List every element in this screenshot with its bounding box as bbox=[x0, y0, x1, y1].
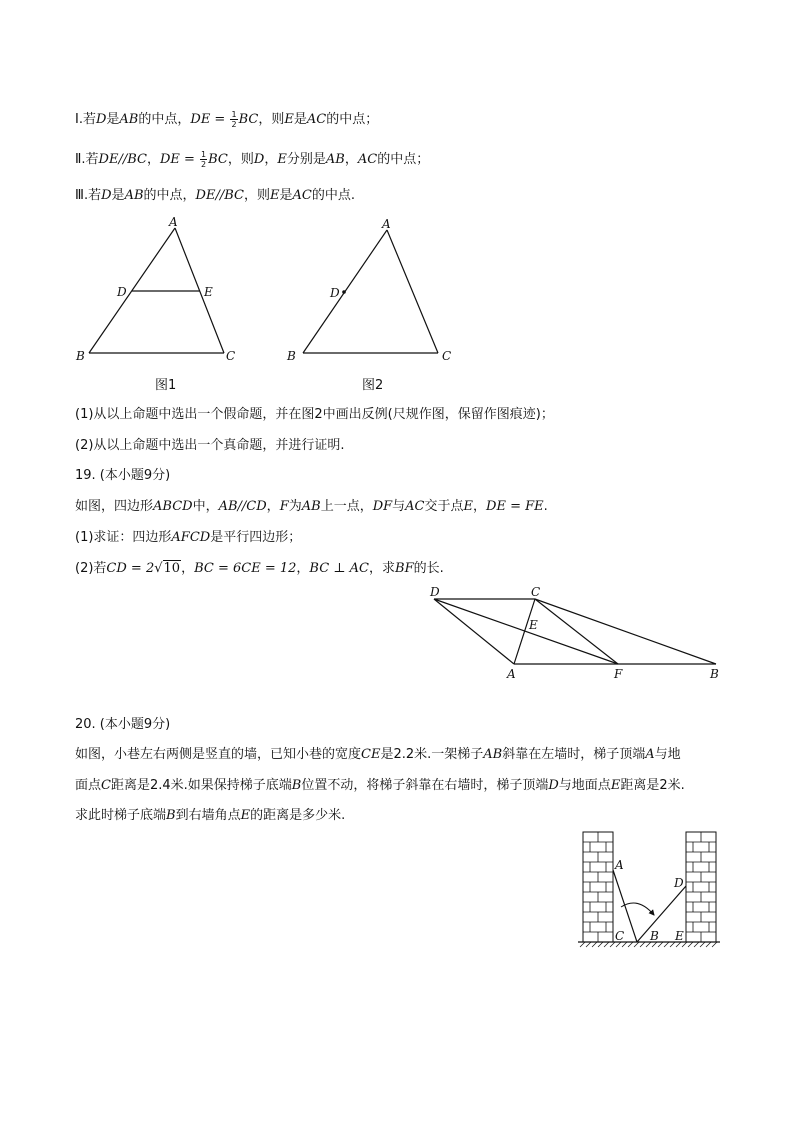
text: 是 bbox=[293, 112, 307, 127]
label-d: D bbox=[117, 285, 127, 299]
label-f: F bbox=[614, 667, 623, 681]
label-b: B bbox=[650, 929, 659, 943]
q20-header: 20. (本小题9分) bbox=[75, 717, 171, 732]
text: 是 bbox=[111, 188, 125, 203]
text: 是 bbox=[279, 188, 293, 203]
math-d: D bbox=[253, 152, 265, 167]
math-ab: AB bbox=[124, 188, 144, 203]
math-afcd: AFCD bbox=[171, 530, 211, 545]
math-d: D bbox=[548, 778, 559, 793]
text: 是 bbox=[106, 112, 120, 127]
text: ，则 bbox=[243, 188, 270, 203]
fraction-numerator: 1 bbox=[201, 150, 207, 159]
text: 到右墙角点 bbox=[175, 808, 241, 823]
text: ， bbox=[181, 561, 195, 576]
radicand: 10 bbox=[163, 561, 181, 576]
math-b: B bbox=[166, 808, 176, 823]
text: ， bbox=[473, 499, 487, 514]
math-e: E bbox=[463, 499, 474, 514]
text: . bbox=[543, 499, 548, 514]
text: 分别是 bbox=[286, 152, 326, 167]
label-a: A bbox=[615, 858, 624, 872]
math-e: E bbox=[240, 808, 251, 823]
fraction-numerator: 1 bbox=[231, 110, 237, 119]
math-e: E bbox=[610, 778, 621, 793]
math-de-eq-fe: DE = FE bbox=[486, 499, 544, 514]
math-ab: AB bbox=[119, 112, 139, 127]
math-ac: AC bbox=[292, 188, 312, 203]
math-ab-parallel-cd: AB//CD bbox=[218, 499, 267, 514]
text: 面点 bbox=[75, 778, 102, 793]
label-e: E bbox=[529, 618, 538, 632]
left-brick-wall bbox=[583, 832, 613, 942]
text: ，求 bbox=[369, 561, 396, 576]
math-ac: AC bbox=[405, 499, 425, 514]
label-a: A bbox=[507, 667, 516, 681]
text: 的长. bbox=[413, 561, 444, 576]
math-ce: CE bbox=[361, 747, 381, 762]
math-cd-eq: CD = 2 bbox=[106, 561, 155, 576]
math-bc: BC bbox=[238, 112, 259, 127]
math-e: E bbox=[277, 152, 287, 167]
math-de-parallel-bc: DE//BC bbox=[195, 188, 244, 203]
fraction-denominator: 2 bbox=[201, 160, 207, 169]
label-c: C bbox=[226, 349, 236, 363]
label-d: D bbox=[330, 286, 340, 300]
text: (1)求证：四边形 bbox=[75, 530, 172, 545]
label-e: E bbox=[204, 285, 213, 299]
label-a: A bbox=[169, 215, 178, 229]
math-f: F bbox=[279, 499, 289, 514]
math-bf: BF bbox=[395, 561, 414, 576]
math-ac: AC bbox=[357, 152, 378, 167]
text: 的距离是多少米. bbox=[250, 808, 346, 823]
text: 如图，四边形 bbox=[75, 499, 154, 514]
text: ，则 bbox=[227, 152, 254, 167]
text: 为 bbox=[288, 499, 302, 514]
math-e: E bbox=[269, 188, 280, 203]
label-b: B bbox=[76, 349, 85, 363]
text: 中， bbox=[192, 499, 219, 514]
text: 距离是2米. bbox=[620, 778, 685, 793]
math-ac: AC bbox=[306, 112, 327, 127]
q19-header: 19. (本小题9分) bbox=[75, 468, 171, 483]
math-ab: AB bbox=[301, 499, 321, 514]
label-c: C bbox=[531, 585, 541, 599]
text: ， bbox=[296, 561, 310, 576]
text: 的中点； bbox=[326, 112, 379, 127]
text: 求此时梯子底端 bbox=[75, 808, 167, 823]
math-bc-perp-ac: BC ⊥ AC bbox=[309, 561, 369, 576]
label-b: B bbox=[287, 349, 296, 363]
text: 的中点. bbox=[311, 188, 355, 203]
math-abcd: ABCD bbox=[153, 499, 193, 514]
math-d: D bbox=[101, 188, 112, 203]
text: ， bbox=[344, 152, 358, 167]
figure-1-caption: 图1 bbox=[155, 378, 177, 393]
sqrt-10: √10 bbox=[154, 561, 181, 576]
math-ab: AB bbox=[325, 152, 345, 167]
math-bc: BC bbox=[208, 152, 228, 167]
label-c: C bbox=[615, 929, 625, 943]
label-a: A bbox=[382, 217, 391, 231]
text: 是2.2米.一架梯子 bbox=[380, 747, 484, 762]
text: 如图，小巷左右两侧是竖直的墙，已知小巷的宽度 bbox=[75, 747, 362, 762]
text: 与地 bbox=[654, 747, 681, 762]
label-b: B bbox=[710, 667, 719, 681]
label-e: E bbox=[675, 929, 684, 943]
text: 的中点； bbox=[377, 152, 430, 167]
math-de-parallel-bc: DE//BC bbox=[98, 152, 147, 167]
text: 上一点， bbox=[320, 499, 373, 514]
statement-3-prefix: Ⅲ.若 bbox=[75, 188, 102, 203]
text: 距离是2.4米.如果保持梯子底端 bbox=[110, 778, 292, 793]
math-bc-eq: BC = 6CE = 12 bbox=[194, 561, 297, 576]
text: 与地面点 bbox=[558, 778, 611, 793]
text: ， bbox=[146, 152, 160, 167]
math-c: C bbox=[101, 778, 111, 793]
math-de-eq: DE = bbox=[190, 112, 230, 127]
q18-part-1: (1)从以上命题中选出一个假命题，并在图2中画出反例(尺规作图，保留作图痕迹)； bbox=[75, 407, 554, 422]
text: 的中点， bbox=[138, 112, 191, 127]
text: ， bbox=[264, 152, 278, 167]
text: 的中点， bbox=[143, 188, 196, 203]
text: ， bbox=[266, 499, 280, 514]
math-a: A bbox=[645, 747, 655, 762]
statement-2-prefix: Ⅱ.若 bbox=[75, 152, 99, 167]
text: 斜靠在左墙时，梯子顶端 bbox=[502, 747, 646, 762]
text: 位置不动，将梯子斜靠在右墙时，梯子顶端 bbox=[301, 778, 549, 793]
text: 交于点 bbox=[424, 499, 464, 514]
label-c: C bbox=[442, 349, 452, 363]
right-brick-wall bbox=[686, 832, 716, 942]
math-e: E bbox=[284, 112, 294, 127]
text: (2)若 bbox=[75, 561, 107, 576]
label-d: D bbox=[430, 585, 440, 599]
math-df: DF bbox=[372, 499, 393, 514]
ground bbox=[578, 942, 720, 947]
q18-part-2: (2)从以上命题中选出一个真命题，并进行证明. bbox=[75, 438, 345, 453]
figure-2-caption: 图2 bbox=[362, 378, 384, 393]
statement-1-prefix: Ⅰ.若 bbox=[75, 112, 96, 127]
text: 与 bbox=[392, 499, 406, 514]
text: ，则 bbox=[258, 112, 285, 127]
math-ab: AB bbox=[483, 747, 503, 762]
math-de-eq: DE = bbox=[159, 152, 200, 167]
text: 是平行四边形； bbox=[210, 530, 302, 545]
math-b: B bbox=[291, 778, 302, 793]
label-d: D bbox=[674, 876, 684, 890]
math-d: D bbox=[95, 112, 107, 127]
fraction-denominator: 2 bbox=[231, 120, 237, 129]
